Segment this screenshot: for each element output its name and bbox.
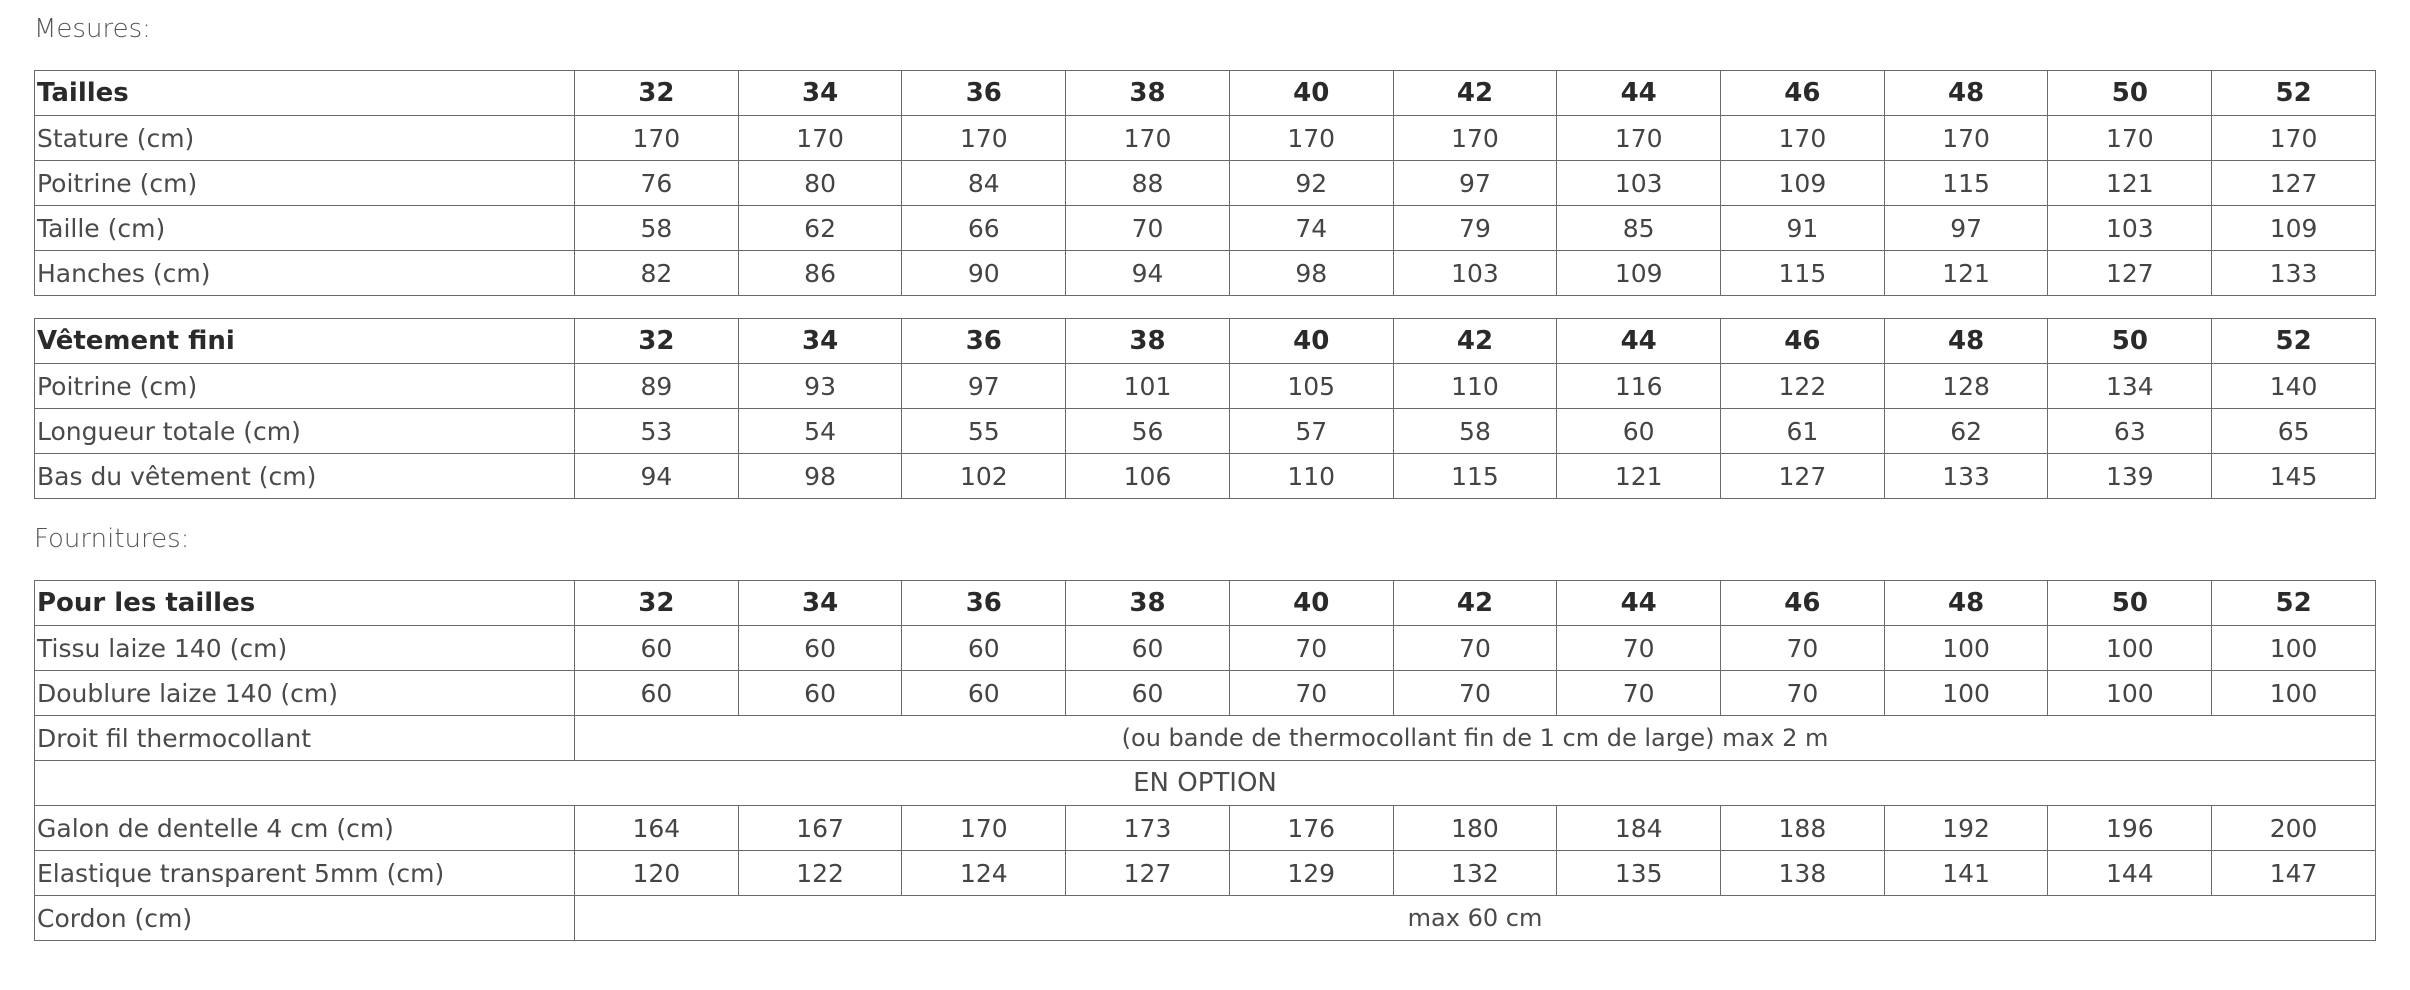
value-cell: 62 — [1884, 409, 2048, 454]
value-cell: 124 — [902, 851, 1066, 896]
mesures-header-row — [35, 71, 2376, 116]
value-cell: 60 — [902, 626, 1066, 671]
value-cell: 62 — [738, 206, 902, 251]
size-header-cell: 52 — [2212, 71, 2376, 116]
value-cell: 133 — [1884, 454, 2048, 499]
value-cell: 134 — [2048, 364, 2212, 409]
size-header-cell: 46 — [1721, 319, 1885, 364]
value-cell: 144 — [2048, 851, 2212, 896]
value-cell: 100 — [1884, 626, 2048, 671]
size-header-cell: 32 — [575, 581, 739, 626]
size-header-cell: 36 — [902, 319, 1066, 364]
mesures-row — [35, 206, 2376, 251]
value-cell: 55 — [902, 409, 1066, 454]
value-cell: 110 — [1393, 364, 1557, 409]
value-cell: 129 — [1229, 851, 1393, 896]
size-header-cell: 38 — [1066, 581, 1230, 626]
row-label: Bas du vêtement (cm) — [35, 454, 575, 499]
value-cell: 170 — [902, 806, 1066, 851]
size-header-cell: 48 — [1884, 319, 2048, 364]
value-cell: 127 — [2212, 161, 2376, 206]
fournitures-table — [34, 580, 2376, 941]
value-cell: 170 — [1229, 116, 1393, 161]
value-cell: 70 — [1557, 626, 1721, 671]
size-header-cell: 32 — [575, 71, 739, 116]
value-cell: 57 — [1229, 409, 1393, 454]
header-label: Tailles — [35, 71, 575, 116]
row-label: Longueur totale (cm) — [35, 409, 575, 454]
option-row — [35, 761, 2376, 806]
value-cell: 180 — [1393, 806, 1557, 851]
size-header-cell: 44 — [1557, 581, 1721, 626]
mesures-title: Mesures: — [34, 14, 151, 44]
value-cell: 60 — [902, 671, 1066, 716]
value-cell: 54 — [738, 409, 902, 454]
size-header-cell: 40 — [1229, 581, 1393, 626]
value-cell: 66 — [902, 206, 1066, 251]
value-cell: 133 — [2212, 251, 2376, 296]
value-cell: 100 — [2212, 671, 2376, 716]
value-cell: 91 — [1721, 206, 1885, 251]
size-header-cell: 46 — [1721, 71, 1885, 116]
value-cell: 200 — [2212, 806, 2376, 851]
row-label: Tissu laize 140 (cm) — [35, 626, 575, 671]
vetement-row — [35, 409, 2376, 454]
value-cell: 109 — [2212, 206, 2376, 251]
fournitures-title: Fournitures: — [34, 524, 190, 554]
value-cell: 100 — [2048, 671, 2212, 716]
value-cell: 115 — [1884, 161, 2048, 206]
mesures-table — [34, 70, 2376, 296]
value-cell: 121 — [2048, 161, 2212, 206]
value-cell: 170 — [738, 116, 902, 161]
size-header-cell: 38 — [1066, 319, 1230, 364]
value-cell: 132 — [1393, 851, 1557, 896]
size-header-cell: 34 — [738, 581, 902, 626]
size-header-cell: 44 — [1557, 319, 1721, 364]
value-cell: 85 — [1557, 206, 1721, 251]
value-cell: 60 — [575, 626, 739, 671]
value-cell: 60 — [738, 671, 902, 716]
value-cell: 105 — [1229, 364, 1393, 409]
value-cell: 56 — [1066, 409, 1230, 454]
value-cell: 70 — [1229, 671, 1393, 716]
value-cell: 170 — [2212, 116, 2376, 161]
value-cell: 188 — [1721, 806, 1885, 851]
row-label: Doublure laize 140 (cm) — [35, 671, 575, 716]
value-cell: 135 — [1557, 851, 1721, 896]
value-cell: 60 — [1066, 626, 1230, 671]
value-cell: 100 — [1884, 671, 2048, 716]
value-cell: 127 — [2048, 251, 2212, 296]
value-cell: 97 — [1393, 161, 1557, 206]
size-header-cell: 50 — [2048, 581, 2212, 626]
mesures-row — [35, 116, 2376, 161]
value-cell: 97 — [1884, 206, 2048, 251]
value-cell: 92 — [1229, 161, 1393, 206]
value-cell: 192 — [1884, 806, 2048, 851]
value-cell: 94 — [575, 454, 739, 499]
value-cell: 121 — [1557, 454, 1721, 499]
value-cell: 60 — [738, 626, 902, 671]
tissu-row — [35, 626, 2376, 671]
value-cell: 74 — [1229, 206, 1393, 251]
value-cell: 98 — [738, 454, 902, 499]
value-cell: 109 — [1721, 161, 1885, 206]
value-cell: 70 — [1557, 671, 1721, 716]
value-cell: 127 — [1721, 454, 1885, 499]
value-cell: 110 — [1229, 454, 1393, 499]
value-cell: 90 — [902, 251, 1066, 296]
value-cell: 97 — [902, 364, 1066, 409]
value-cell: 58 — [1393, 409, 1557, 454]
row-label: Hanches (cm) — [35, 251, 575, 296]
value-cell: 60 — [575, 671, 739, 716]
fournitures-header-row — [35, 581, 2376, 626]
size-header-cell: 34 — [738, 319, 902, 364]
value-cell: 80 — [738, 161, 902, 206]
vetement-fini-table — [34, 318, 2376, 499]
value-cell: 196 — [2048, 806, 2212, 851]
vetement-row — [35, 454, 2376, 499]
value-cell: 116 — [1557, 364, 1721, 409]
header-label: Pour les tailles — [35, 581, 575, 626]
cordon-row — [35, 896, 2376, 941]
size-header-cell: 44 — [1557, 71, 1721, 116]
value-cell: 122 — [738, 851, 902, 896]
galon-row — [35, 806, 2376, 851]
value-cell: 79 — [1393, 206, 1557, 251]
mesures-row — [35, 251, 2376, 296]
value-cell: 53 — [575, 409, 739, 454]
value-cell: 170 — [575, 116, 739, 161]
value-cell: 100 — [2212, 626, 2376, 671]
size-header-cell: 42 — [1393, 71, 1557, 116]
value-cell: 86 — [738, 251, 902, 296]
value-cell: 140 — [2212, 364, 2376, 409]
value-cell: 170 — [1066, 116, 1230, 161]
value-cell: 76 — [575, 161, 739, 206]
value-cell: 147 — [2212, 851, 2376, 896]
value-cell: 70 — [1229, 626, 1393, 671]
droit-fil-row — [35, 716, 2376, 761]
value-cell: 170 — [1557, 116, 1721, 161]
row-label: Galon de dentelle 4 cm (cm) — [35, 806, 575, 851]
row-label: Poitrine (cm) — [35, 364, 575, 409]
value-cell: 60 — [1066, 671, 1230, 716]
value-cell: 101 — [1066, 364, 1230, 409]
vetement-row — [35, 364, 2376, 409]
value-cell: 103 — [1393, 251, 1557, 296]
value-cell: 103 — [1557, 161, 1721, 206]
value-cell: 167 — [738, 806, 902, 851]
value-cell: 61 — [1721, 409, 1885, 454]
row-label: Cordon (cm) — [35, 896, 575, 941]
size-header-cell: 34 — [738, 71, 902, 116]
value-cell: 121 — [1884, 251, 2048, 296]
value-cell: 58 — [575, 206, 739, 251]
elastique-row — [35, 851, 2376, 896]
size-header-cell: 38 — [1066, 71, 1230, 116]
value-cell: 88 — [1066, 161, 1230, 206]
size-header-cell: 42 — [1393, 319, 1557, 364]
size-header-cell: 32 — [575, 319, 739, 364]
value-cell: 102 — [902, 454, 1066, 499]
value-cell: 170 — [2048, 116, 2212, 161]
value-cell: 145 — [2212, 454, 2376, 499]
value-cell: 164 — [575, 806, 739, 851]
value-cell: 139 — [2048, 454, 2212, 499]
size-header-cell: 52 — [2212, 581, 2376, 626]
value-cell: 115 — [1721, 251, 1885, 296]
note-cell: max 60 cm — [575, 896, 2376, 941]
size-header-cell: 42 — [1393, 581, 1557, 626]
value-cell: 127 — [1066, 851, 1230, 896]
value-cell: 63 — [2048, 409, 2212, 454]
size-header-cell: 36 — [902, 581, 1066, 626]
row-label: Stature (cm) — [35, 116, 575, 161]
size-header-cell: 40 — [1229, 71, 1393, 116]
value-cell: 70 — [1393, 671, 1557, 716]
mesures-row — [35, 161, 2376, 206]
note-cell: (ou bande de thermocollant fin de 1 cm de large) max 2 m — [575, 716, 2376, 761]
value-cell: 94 — [1066, 251, 1230, 296]
row-label: Poitrine (cm) — [35, 161, 575, 206]
value-cell: 65 — [2212, 409, 2376, 454]
size-header-cell: 46 — [1721, 581, 1885, 626]
size-header-cell: 40 — [1229, 319, 1393, 364]
value-cell: 70 — [1393, 626, 1557, 671]
size-header-cell: 52 — [2212, 319, 2376, 364]
doublure-row — [35, 671, 2376, 716]
value-cell: 170 — [902, 116, 1066, 161]
value-cell: 93 — [738, 364, 902, 409]
header-label: Vêtement fini — [35, 319, 575, 364]
option-label: EN OPTION — [35, 761, 2376, 806]
size-header-cell: 36 — [902, 71, 1066, 116]
row-label: Taille (cm) — [35, 206, 575, 251]
value-cell: 100 — [2048, 626, 2212, 671]
value-cell: 120 — [575, 851, 739, 896]
size-header-cell: 50 — [2048, 319, 2212, 364]
value-cell: 176 — [1229, 806, 1393, 851]
value-cell: 115 — [1393, 454, 1557, 499]
value-cell: 70 — [1721, 671, 1885, 716]
value-cell: 122 — [1721, 364, 1885, 409]
row-label: Droit fil thermocollant — [35, 716, 575, 761]
value-cell: 128 — [1884, 364, 2048, 409]
size-header-cell: 50 — [2048, 71, 2212, 116]
value-cell: 170 — [1721, 116, 1885, 161]
value-cell: 89 — [575, 364, 739, 409]
value-cell: 173 — [1066, 806, 1230, 851]
value-cell: 70 — [1721, 626, 1885, 671]
value-cell: 184 — [1557, 806, 1721, 851]
value-cell: 170 — [1884, 116, 2048, 161]
size-header-cell: 48 — [1884, 581, 2048, 626]
value-cell: 170 — [1393, 116, 1557, 161]
value-cell: 106 — [1066, 454, 1230, 499]
value-cell: 103 — [2048, 206, 2212, 251]
value-cell: 70 — [1066, 206, 1230, 251]
value-cell: 60 — [1557, 409, 1721, 454]
value-cell: 84 — [902, 161, 1066, 206]
value-cell: 109 — [1557, 251, 1721, 296]
row-label: Elastique transparent 5mm (cm) — [35, 851, 575, 896]
size-header-cell: 48 — [1884, 71, 2048, 116]
value-cell: 82 — [575, 251, 739, 296]
value-cell: 141 — [1884, 851, 2048, 896]
vetement-header-row — [35, 319, 2376, 364]
value-cell: 98 — [1229, 251, 1393, 296]
value-cell: 138 — [1721, 851, 1885, 896]
